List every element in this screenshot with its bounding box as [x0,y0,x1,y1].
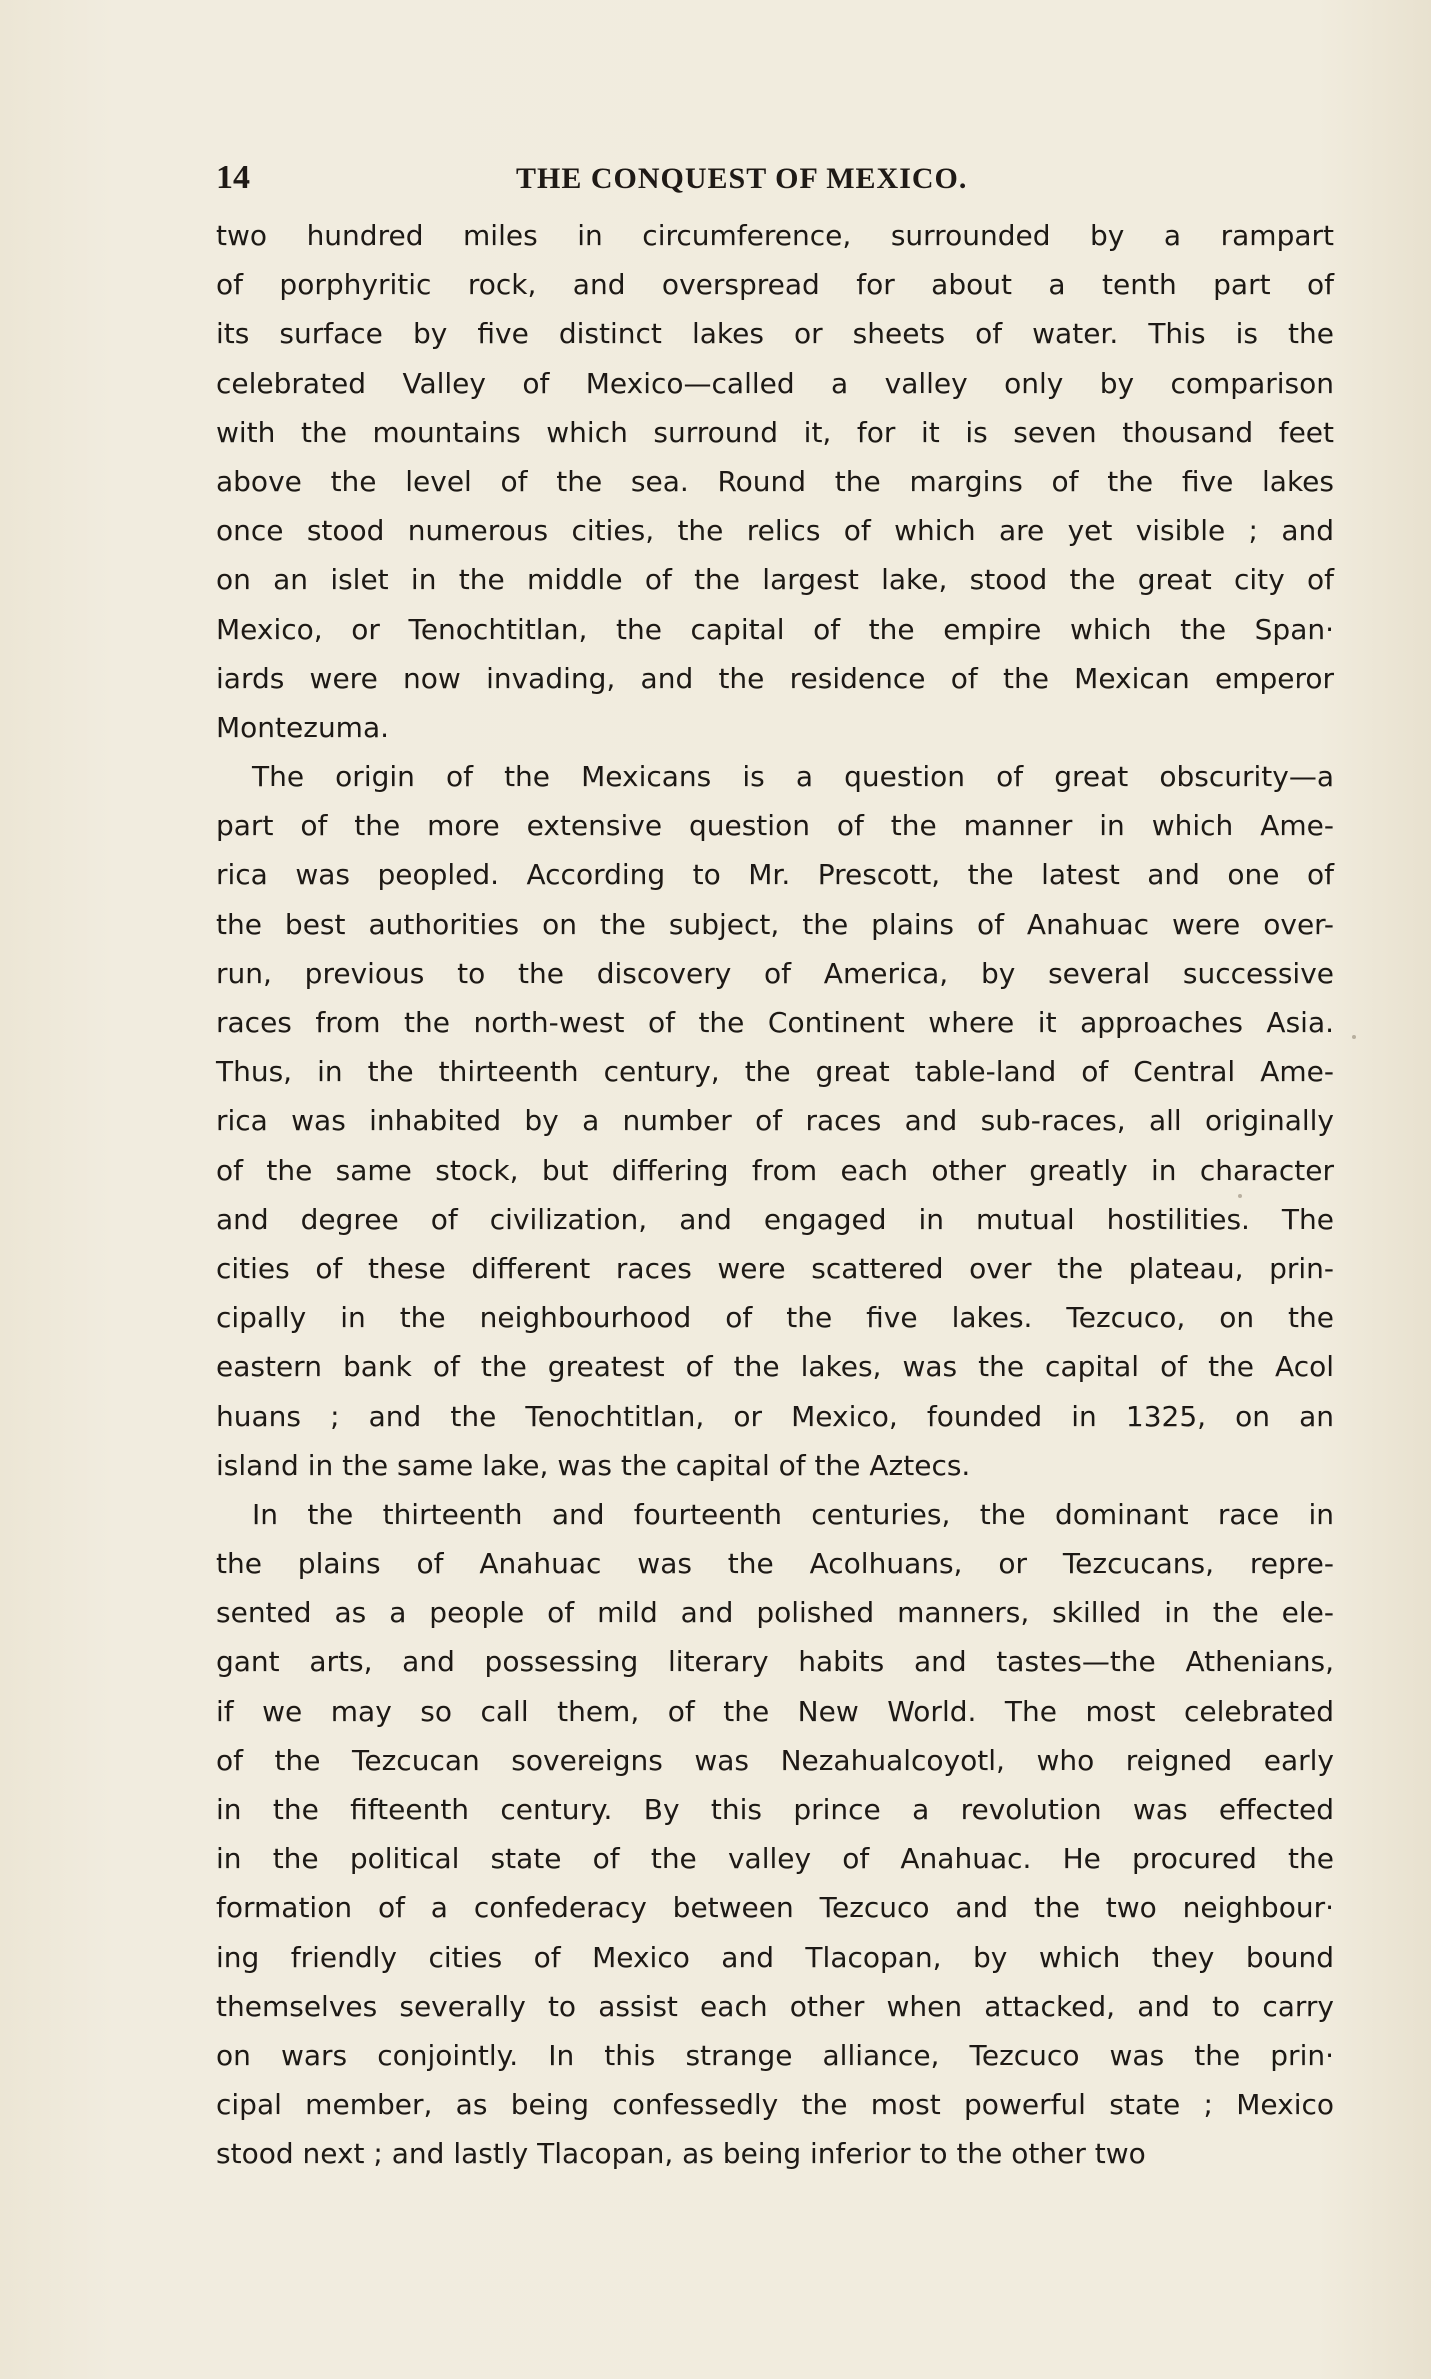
text-line: stood next ; and lastly Tlacopan, as being inferior to the other two [216,2137,1146,2171]
text-line: on an islet in the middle of the largest lake, stood the great city of [216,563,1334,597]
text-line: part of the more extensive question of the manner in which Ame- [216,809,1334,843]
text-line: if we may so call them, of the New World. The most celebrated [216,1694,1334,1728]
page-number: 14 [216,159,250,196]
body-text [216,211,1334,2179]
text-line: above the level of the sea. Round the margins of the five lakes [216,464,1334,498]
text-line: of the same stock, but differing from each other greatly in character [216,1153,1334,1187]
text-line: the best authorities on the subject, the plains of Anahuac were over- [216,907,1334,941]
text-line: Montezuma. [216,710,390,744]
text-line: cipally in the neighbourhood of the five lakes. Tezcuco, on the [216,1301,1334,1335]
text-line: in the fifteenth century. By this prince a revolution was effected [216,1793,1334,1826]
page-header [216,152,1334,204]
text-line: island in the same lake, was the capital of the Aztecs. [216,1448,971,1482]
text-line: on wars conjointly. In this strange alliance, Tezcuco was the prin· [216,2038,1334,2072]
text-line: once stood numerous cities, the relics of which are yet visible ; and [216,514,1334,548]
text-line: ing friendly cities of Mexico and Tlacopan, by which they bound [216,1940,1334,1974]
text-line: celebrated Valley of Mexico—called a valley only by comparison [216,366,1334,400]
text-line: themselves severally to assist each other when attacked, and to carry [216,1989,1334,2023]
text-line: the plains of Anahuac was the Acolhuans, or Tezcucans, repre- [216,1547,1334,1581]
paragraph-start-line: In the thirteenth and fourteenth centuries, the dominant race in [252,1497,1334,1531]
text-line: Mexico, or Tenochtitlan, the capital of the empire which the Span· [216,612,1334,646]
text-line: rica was inhabited by a number of races and sub-races, all originally [216,1104,1334,1138]
text-line: two hundred miles in circumference, surrounded by a rampart [216,219,1334,252]
text-line: its surface by five distinct lakes or sheets of water. This is the [216,317,1334,351]
text-line: sented as a people of mild and polished manners, skilled in the ele- [216,1596,1334,1630]
text-line: eastern bank of the greatest of the lakes, was the capital of the Acol [216,1350,1334,1384]
running-title: THE CONQUEST OF MEXICO. [516,162,968,195]
text-line: run, previous to the discovery of America, by several successive [216,956,1334,990]
text-line: with the mountains which surround it, for it is seven thousand feet [216,415,1334,449]
text-line: huans ; and the Tenochtitlan, or Mexico, founded in 1325, on an [216,1399,1334,1433]
text-line: rica was peopled. According to Mr. Prescott, the latest and one of [216,858,1334,892]
text-line: in the political state of the valley of Anahuac. He procured the [216,1842,1334,1876]
text-line: formation of a confederacy between Tezcuco and the two neighbour· [216,1891,1334,1925]
text-line: and degree of civilization, and engaged in mutual hostilities. The [216,1202,1334,1236]
text-line: iards were now invading, and the residence of the Mexican emperor [216,661,1334,695]
paragraph-start-line: The origin of the Mexicans is a question of great obscurity—a [252,760,1334,794]
text-line: of porphyritic rock, and overspread for about a tenth part of [216,268,1334,302]
text-line: of the Tezcucan sovereigns was Nezahualcoyotl, who reigned early [216,1743,1334,1777]
text-line: gant arts, and possessing literary habits and tastes—the Athenians, [216,1645,1334,1679]
text-line: races from the north-west of the Continent where it approaches Asia. [216,1006,1334,1039]
text-line: cities of these different races were scattered over the plateau, prin- [216,1251,1334,1285]
paper-speck [1352,1035,1356,1039]
text-line: cipal member, as being confessedly the most powerful state ; Mexico [216,2088,1334,2122]
text-line: Thus, in the thirteenth century, the great table-land of Central Ame- [216,1055,1334,1089]
paper-speck [1238,1194,1242,1198]
